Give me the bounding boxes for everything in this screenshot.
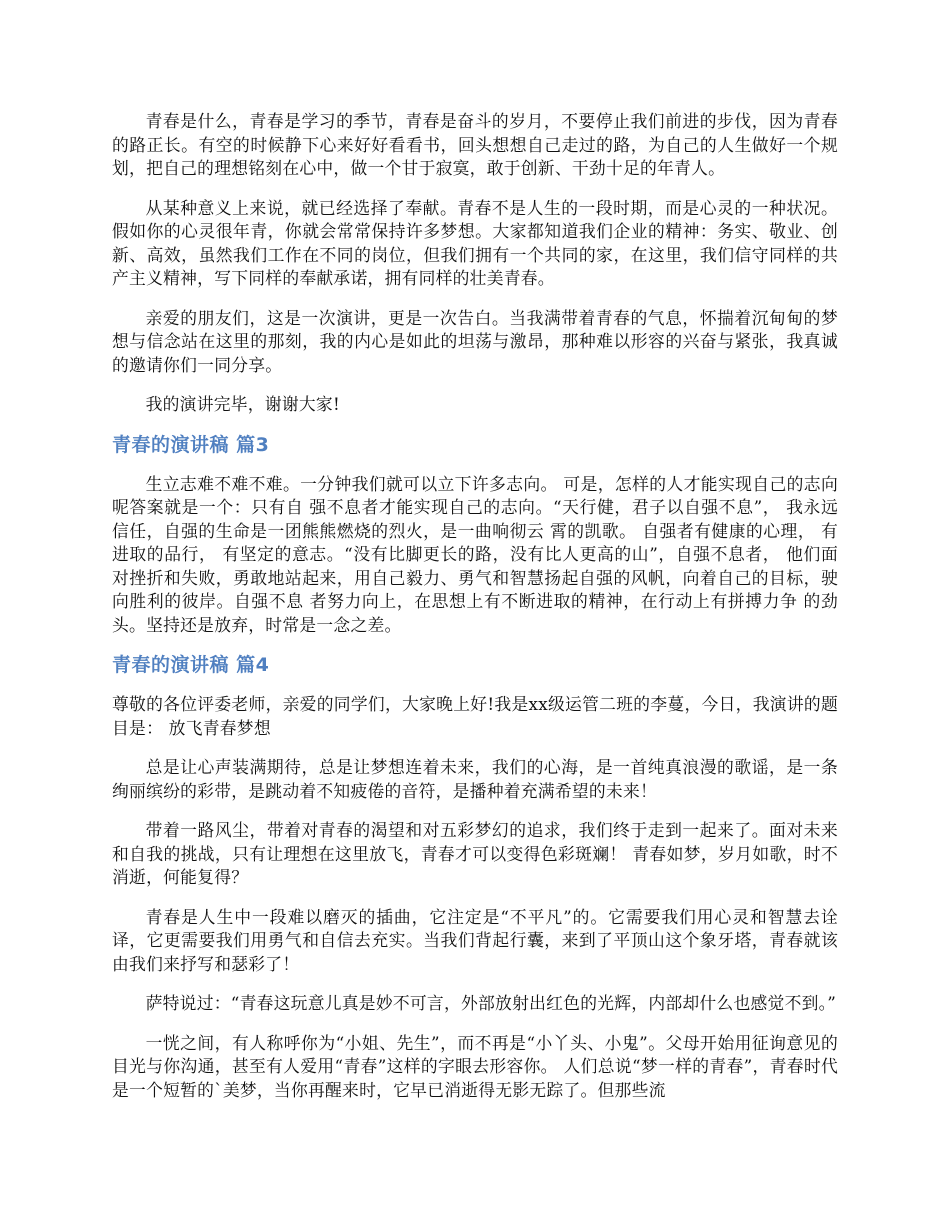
paragraph: 青春是什么，青春是学习的季节，青春是奋斗的岁月，不要停止我们前进的步伐，因为青春的路正长。有空的时候静下心来好好看看书，回头想想自己走过的路，为自己的人生做好一个规划，把自己的理想铭刻在心中，做一个甘于寂寞，敢于创新、干劲十足的年青人。 [112,111,838,178]
paragraph: 青春是人生中一段难以磨灭的插曲，它注定是“不平凡”的。它需要我们用心灵和智慧去诠译，它更需要我们用勇气和自信去充实。当我们背起行囊，来到了平顶山这个象牙塔，青春就该由我们来抒写和瑟彩了！ [112,906,838,974]
section-3 [112,433,838,638]
paragraph: 一恍之间，有人称呼你为“小姐、先生”，而不再是“小丫头、小鬼”。父母开始用征询意见的目光与你沟通，甚至有人爱用“青春”这样的字眼去形容你。 人们总说“梦一样的青春”，青春时代是一个短暂的`美梦，当你再醒来时，它早已消逝得无影无踪了。但那些流 [112,1032,838,1100]
section-heading: 青春的演讲稿 篇3 [112,433,270,456]
paragraph: 从某种意义上来说，就已经选择了奉献。青春不是人生的一段时期，而是心灵的一种状况。假如你的心灵很年青，你就会常常保持许多梦想。大家都知道我们企业的精神：务实、敬业、创新、高效，虽然我们工作在不同的岗位，但我们拥有一个共同的家，在这里，我们信守同样的共产主义精神，写下同样的奉献承诺，拥有同样的壮美青春。 [112,197,838,288]
paragraph: 亲爱的朋友们，这是一次演讲，更是一次告白。当我满带着青春的气息，怀揣着沉甸甸的梦想与信念站在这里的那刻，我的内心是如此的坦荡与激昂，那种难以形容的兴奋与紧张，我真诚的邀请你们一同分享。 [112,307,838,375]
section-heading: 青春的演讲稿 篇4 [112,654,270,676]
paragraph: 总是让心声装满期待，总是让梦想连着未来，我们的心海，是一首纯真浪漫的歌谣，是一条绚丽缤纷的彩带，是跳动着不知疲倦的音符，是播种着充满希望的未来！ [112,757,838,801]
paragraph: 生立志难不难不难。一分钟我们就可以立下许多志向。 可是，怎样的人才能实现自己的志向呢答案就是一个：只有自 强不息者才能实现自己的志向。“天行健，君子以自强不息”， 我永远信任，自强的生命是一团熊熊燃烧的烈火，是一曲响彻云 霄的凯歌。 自强者有健康的心理， 有进取的品行， 有坚定的意志。“没有比脚更长的路，没有比人更高的山”，自强不息者， 他们面对挫折和失败，勇敢地站起来，用自己毅力、勇气和智慧扬起自强的风帆，向着自己的目标，驶向胜利的彼岸。自强不息 者努力向上，在思想上有不断进取的精神，在行动上有拼搏力争 的劲头。坚持还是放弃，时常是一念之差。 [112,473,838,635]
paragraph: 萨特说过：“青春这玩意儿真是妙不可言，外部放射出红色的光辉，内部却什么也感觉不到。” [145,993,837,1013]
section-4 [112,653,838,1102]
paragraph: 带着一路风尘，带着对青春的渴望和对五彩梦幻的追求，我们终于走到一起来了。面对未来和自我的挑战，只有让理想在这里放飞，青春才可以变得色彩斑斓！ 青春如梦，岁月如歌，时不消逝，何能复得？ [112,820,838,887]
salutation-paragraph: 尊敬的各位评委老师，亲爱的同学们，大家晚上好!我是xx级运管二班的李蔓，今日，我演讲的题目是： 放飞青春梦想 [112,694,838,738]
section-continuation [112,110,838,417]
closing-line: 我的演讲完毕，谢谢大家! [145,394,340,414]
